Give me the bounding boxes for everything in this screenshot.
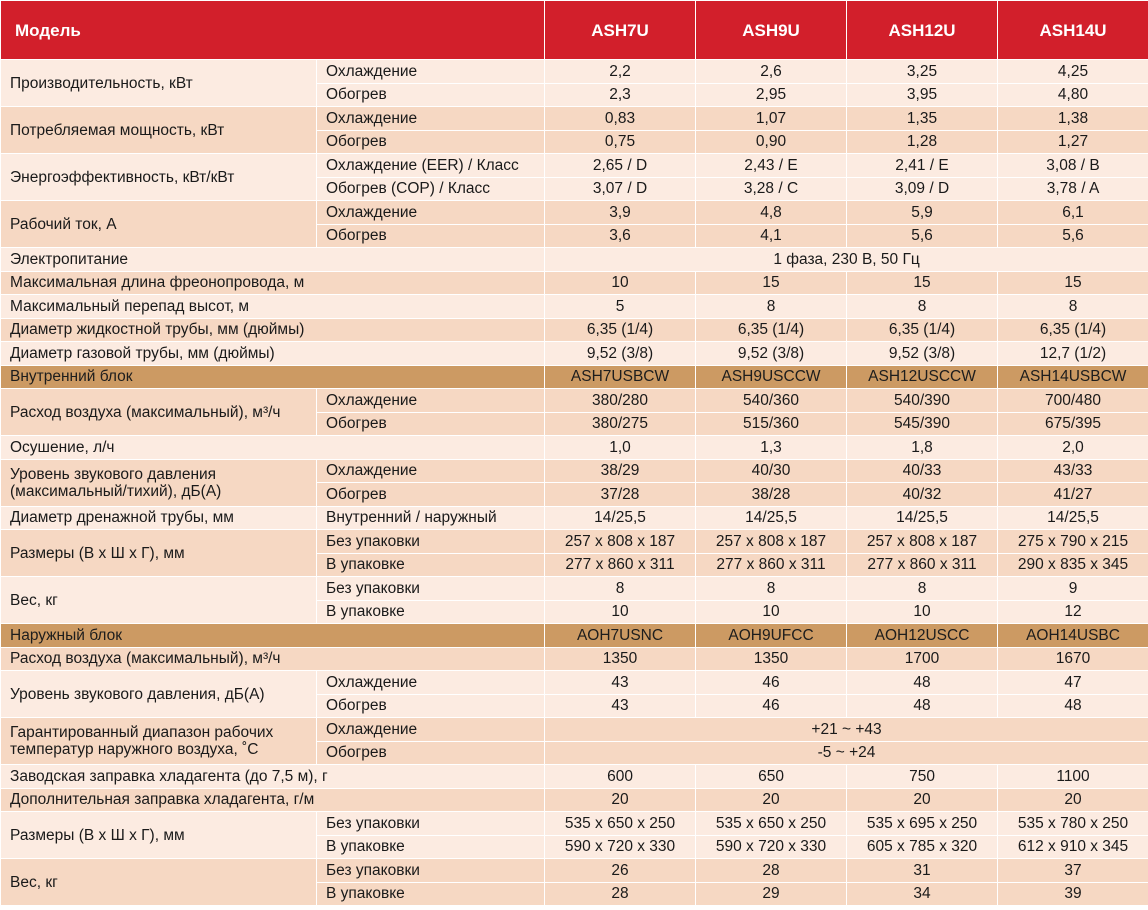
row-value: 12,7 (1/2) bbox=[998, 342, 1148, 366]
row-sublabel: Без упаковки bbox=[317, 859, 545, 883]
header-model-ash7u: ASH7U bbox=[545, 1, 696, 60]
row-value: 48 bbox=[847, 694, 998, 718]
row-sublabel: Обогрев bbox=[317, 694, 545, 718]
row-value: 4,1 bbox=[696, 224, 847, 248]
row-sublabel: В упаковке bbox=[317, 882, 545, 906]
row-value: 275 x 790 x 215 bbox=[998, 530, 1148, 554]
row-value: 8 bbox=[696, 577, 847, 601]
row-value: 39 bbox=[998, 882, 1148, 906]
row-value: 650 bbox=[696, 765, 847, 789]
table-row bbox=[1, 506, 1148, 530]
row-value: 2,95 bbox=[696, 83, 847, 107]
row-value: 1,8 bbox=[847, 436, 998, 460]
row-value: 277 x 860 x 311 bbox=[696, 553, 847, 577]
row-sublabel: Охлаждение bbox=[317, 60, 545, 84]
table-row bbox=[1, 201, 1148, 225]
row-value: 590 x 720 x 330 bbox=[696, 835, 847, 859]
row-value: 2,0 bbox=[998, 436, 1148, 460]
table-row bbox=[1, 859, 1148, 883]
row-value: 3,95 bbox=[847, 83, 998, 107]
row-value-merged: 1 фаза, 230 В, 50 Гц bbox=[545, 248, 1148, 272]
section-row bbox=[1, 624, 1148, 648]
table-row bbox=[1, 342, 1148, 366]
row-value: 8 bbox=[696, 295, 847, 319]
row-value: 6,35 (1/4) bbox=[696, 318, 847, 342]
row-value: 3,25 bbox=[847, 60, 998, 84]
row-value: 515/360 bbox=[696, 412, 847, 436]
row-value: 675/395 bbox=[998, 412, 1148, 436]
row-value: 0,83 bbox=[545, 107, 696, 131]
row-value: 46 bbox=[696, 694, 847, 718]
row-value: 40/30 bbox=[696, 459, 847, 483]
row-value: 34 bbox=[847, 882, 998, 906]
row-sublabel: Охлаждение bbox=[317, 107, 545, 131]
row-sublabel: Охлаждение bbox=[317, 389, 545, 413]
row-value: 1350 bbox=[545, 647, 696, 671]
row-label: Вес, кг bbox=[1, 859, 317, 906]
row-value: 3,08 / B bbox=[998, 154, 1148, 178]
row-value: 5,6 bbox=[847, 224, 998, 248]
row-sublabel: Охлаждение bbox=[317, 671, 545, 695]
table-row bbox=[1, 671, 1148, 695]
row-value: 2,41 / E bbox=[847, 154, 998, 178]
row-label: Потребляемая мощность, кВт bbox=[1, 107, 317, 154]
row-sublabel: В упаковке bbox=[317, 600, 545, 624]
row-value: 41/27 bbox=[998, 483, 1148, 507]
row-value: 605 x 785 x 320 bbox=[847, 835, 998, 859]
table-row bbox=[1, 577, 1148, 601]
row-value: 5,6 bbox=[998, 224, 1148, 248]
row-value: 8 bbox=[545, 577, 696, 601]
row-value: 277 x 860 x 311 bbox=[545, 553, 696, 577]
table-row bbox=[1, 248, 1148, 272]
section-model-code: ASH14USBCW bbox=[998, 365, 1148, 389]
row-label: Диаметр жидкостной трубы, мм (дюймы) bbox=[1, 318, 545, 342]
row-sublabel: Охлаждение bbox=[317, 201, 545, 225]
row-value: 20 bbox=[998, 788, 1148, 812]
row-value: 380/275 bbox=[545, 412, 696, 436]
row-value: 0,90 bbox=[696, 130, 847, 154]
row-value: 4,8 bbox=[696, 201, 847, 225]
row-value: 590 x 720 x 330 bbox=[545, 835, 696, 859]
row-value: 1,28 bbox=[847, 130, 998, 154]
row-value: 43 bbox=[545, 694, 696, 718]
row-value: 700/480 bbox=[998, 389, 1148, 413]
row-value: 10 bbox=[545, 600, 696, 624]
row-value: 6,1 bbox=[998, 201, 1148, 225]
row-sublabel: В упаковке bbox=[317, 553, 545, 577]
row-value: 46 bbox=[696, 671, 847, 695]
row-value: 1670 bbox=[998, 647, 1148, 671]
row-label: Заводская заправка хладагента (до 7,5 м), г bbox=[1, 765, 545, 789]
row-sublabel: Обогрев bbox=[317, 224, 545, 248]
row-value: 535 x 650 x 250 bbox=[545, 812, 696, 836]
row-sublabel: Охлаждение bbox=[317, 718, 545, 742]
row-label: Гарантированный диапазон рабочих температур наружного воздуха, ˚С bbox=[1, 718, 317, 765]
row-value: 6,35 (1/4) bbox=[998, 318, 1148, 342]
row-value: 3,6 bbox=[545, 224, 696, 248]
table-row bbox=[1, 154, 1148, 178]
row-value: 1100 bbox=[998, 765, 1148, 789]
table-row bbox=[1, 436, 1148, 460]
row-value: 10 bbox=[696, 600, 847, 624]
row-value: 257 x 808 x 187 bbox=[696, 530, 847, 554]
row-sublabel: Без упаковки bbox=[317, 812, 545, 836]
row-value: 10 bbox=[847, 600, 998, 624]
row-value: 31 bbox=[847, 859, 998, 883]
row-value: 37 bbox=[998, 859, 1148, 883]
table-row bbox=[1, 60, 1148, 84]
header-model-ash14u: ASH14U bbox=[998, 1, 1148, 60]
row-value: 3,07 / D bbox=[545, 177, 696, 201]
row-label: Диаметр газовой трубы, мм (дюймы) bbox=[1, 342, 545, 366]
row-value: 540/360 bbox=[696, 389, 847, 413]
table-row bbox=[1, 812, 1148, 836]
row-value: 9,52 (3/8) bbox=[847, 342, 998, 366]
row-value: 600 bbox=[545, 765, 696, 789]
row-value: 15 bbox=[998, 271, 1148, 295]
row-value: 535 x 695 x 250 bbox=[847, 812, 998, 836]
row-value: 40/32 bbox=[847, 483, 998, 507]
row-value: 14/25,5 bbox=[847, 506, 998, 530]
table-row bbox=[1, 295, 1148, 319]
table-row bbox=[1, 389, 1148, 413]
section-model-code: AOH9UFCC bbox=[696, 624, 847, 648]
row-value: 8 bbox=[998, 295, 1148, 319]
row-sublabel: Охлаждение (EER) / Класс bbox=[317, 154, 545, 178]
table-row bbox=[1, 271, 1148, 295]
row-value: 43 bbox=[545, 671, 696, 695]
row-value: 535 x 780 x 250 bbox=[998, 812, 1148, 836]
row-value: 37/28 bbox=[545, 483, 696, 507]
row-value: 3,28 / C bbox=[696, 177, 847, 201]
row-value: 1,0 bbox=[545, 436, 696, 460]
row-value-merged: +21 ~ +43 bbox=[545, 718, 1148, 742]
row-value: 612 x 910 x 345 bbox=[998, 835, 1148, 859]
section-model-code: AOH14USBC bbox=[998, 624, 1148, 648]
table-row bbox=[1, 318, 1148, 342]
row-value: 1,27 bbox=[998, 130, 1148, 154]
table-row bbox=[1, 788, 1148, 812]
table-row bbox=[1, 765, 1148, 789]
row-value: 8 bbox=[847, 577, 998, 601]
row-value: 38/28 bbox=[696, 483, 847, 507]
row-value: 14/25,5 bbox=[545, 506, 696, 530]
row-sublabel: Внутренний / наружный bbox=[317, 506, 545, 530]
row-value: 1,07 bbox=[696, 107, 847, 131]
row-value: 3,09 / D bbox=[847, 177, 998, 201]
row-value: 535 x 650 x 250 bbox=[696, 812, 847, 836]
row-value-merged: -5 ~ +24 bbox=[545, 741, 1148, 765]
row-value: 15 bbox=[696, 271, 847, 295]
table-row bbox=[1, 459, 1148, 483]
row-label: Вес, кг bbox=[1, 577, 317, 624]
row-label: Максимальный перепад высот, м bbox=[1, 295, 545, 319]
section-model-code: AOH7USNC bbox=[545, 624, 696, 648]
row-label: Электропитание bbox=[1, 248, 545, 272]
row-value: 3,78 / A bbox=[998, 177, 1148, 201]
row-value: 750 bbox=[847, 765, 998, 789]
row-sublabel: Обогрев bbox=[317, 483, 545, 507]
row-sublabel: Без упаковки bbox=[317, 530, 545, 554]
row-label: Уровень звукового давления, дБ(А) bbox=[1, 671, 317, 718]
table-row bbox=[1, 647, 1148, 671]
row-value: 257 x 808 x 187 bbox=[545, 530, 696, 554]
row-value: 29 bbox=[696, 882, 847, 906]
row-value: 10 bbox=[545, 271, 696, 295]
row-value: 14/25,5 bbox=[998, 506, 1148, 530]
row-label: Диаметр дренажной трубы, мм bbox=[1, 506, 317, 530]
header-model-ash12u: ASH12U bbox=[847, 1, 998, 60]
row-value: 277 x 860 x 311 bbox=[847, 553, 998, 577]
spec-table-body bbox=[1, 60, 1148, 906]
row-sublabel: Обогрев (COP) / Класс bbox=[317, 177, 545, 201]
row-value: 4,80 bbox=[998, 83, 1148, 107]
row-value: 28 bbox=[545, 882, 696, 906]
row-value: 14/25,5 bbox=[696, 506, 847, 530]
row-label: Энергоэффективность, кВт/кВт bbox=[1, 154, 317, 201]
row-value: 5 bbox=[545, 295, 696, 319]
row-value: 40/33 bbox=[847, 459, 998, 483]
row-label: Расход воздуха (максимальный), м³/ч bbox=[1, 389, 317, 436]
row-value: 2,65 / D bbox=[545, 154, 696, 178]
row-value: 1,38 bbox=[998, 107, 1148, 131]
row-label: Уровень звукового давления (максимальный/тихий), дБ(А) bbox=[1, 459, 317, 506]
section-model-code: ASH9USCCW bbox=[696, 365, 847, 389]
table-row bbox=[1, 107, 1148, 131]
section-label: Внутренний блок bbox=[1, 365, 545, 389]
row-value: 28 bbox=[696, 859, 847, 883]
row-value: 1350 bbox=[696, 647, 847, 671]
row-value: 4,25 bbox=[998, 60, 1148, 84]
row-value: 38/29 bbox=[545, 459, 696, 483]
row-value: 8 bbox=[847, 295, 998, 319]
row-label: Размеры (В х Ш х Г), мм bbox=[1, 530, 317, 577]
row-value: 1700 bbox=[847, 647, 998, 671]
row-value: 43/33 bbox=[998, 459, 1148, 483]
row-value: 12 bbox=[998, 600, 1148, 624]
row-sublabel: Охлаждение bbox=[317, 459, 545, 483]
row-sublabel: Обогрев bbox=[317, 83, 545, 107]
row-label: Производительность, кВт bbox=[1, 60, 317, 107]
row-value: 9 bbox=[998, 577, 1148, 601]
section-model-code: ASH7USBCW bbox=[545, 365, 696, 389]
row-value: 1,3 bbox=[696, 436, 847, 460]
row-value: 290 x 835 x 345 bbox=[998, 553, 1148, 577]
row-value: 2,2 bbox=[545, 60, 696, 84]
row-value: 5,9 bbox=[847, 201, 998, 225]
row-value: 48 bbox=[847, 671, 998, 695]
section-label: Наружный блок bbox=[1, 624, 545, 648]
row-value: 20 bbox=[847, 788, 998, 812]
row-label: Размеры (В х Ш х Г), мм bbox=[1, 812, 317, 859]
row-value: 380/280 bbox=[545, 389, 696, 413]
row-label: Осушение, л/ч bbox=[1, 436, 545, 460]
row-value: 20 bbox=[696, 788, 847, 812]
row-label: Расход воздуха (максимальный), м³/ч bbox=[1, 647, 545, 671]
row-value: 9,52 (3/8) bbox=[696, 342, 847, 366]
row-sublabel: В упаковке bbox=[317, 835, 545, 859]
row-value: 6,35 (1/4) bbox=[545, 318, 696, 342]
row-value: 47 bbox=[998, 671, 1148, 695]
row-value: 0,75 bbox=[545, 130, 696, 154]
row-value: 2,3 bbox=[545, 83, 696, 107]
row-value: 3,9 bbox=[545, 201, 696, 225]
row-value: 48 bbox=[998, 694, 1148, 718]
row-value: 15 bbox=[847, 271, 998, 295]
row-value: 257 x 808 x 187 bbox=[847, 530, 998, 554]
row-label: Дополнительная заправка хладагента, г/м bbox=[1, 788, 545, 812]
row-label: Максимальная длина фреонопровода, м bbox=[1, 271, 545, 295]
table-row bbox=[1, 530, 1148, 554]
row-value: 2,43 / E bbox=[696, 154, 847, 178]
row-sublabel: Обогрев bbox=[317, 741, 545, 765]
row-value: 540/390 bbox=[847, 389, 998, 413]
header-model-ash9u: ASH9U bbox=[696, 1, 847, 60]
row-value: 9,52 (3/8) bbox=[545, 342, 696, 366]
row-label: Рабочий ток, А bbox=[1, 201, 317, 248]
section-row bbox=[1, 365, 1148, 389]
row-value: 26 bbox=[545, 859, 696, 883]
header-model-label: Модель bbox=[1, 1, 545, 60]
row-value: 1,35 bbox=[847, 107, 998, 131]
row-sublabel: Обогрев bbox=[317, 412, 545, 436]
row-value: 2,6 bbox=[696, 60, 847, 84]
table-row bbox=[1, 718, 1148, 742]
row-value: 20 bbox=[545, 788, 696, 812]
row-value: 545/390 bbox=[847, 412, 998, 436]
section-model-code: AOH12USCC bbox=[847, 624, 998, 648]
row-sublabel: Без упаковки bbox=[317, 577, 545, 601]
section-model-code: ASH12USCCW bbox=[847, 365, 998, 389]
row-sublabel: Обогрев bbox=[317, 130, 545, 154]
row-value: 6,35 (1/4) bbox=[847, 318, 998, 342]
header-row bbox=[1, 1, 1148, 60]
